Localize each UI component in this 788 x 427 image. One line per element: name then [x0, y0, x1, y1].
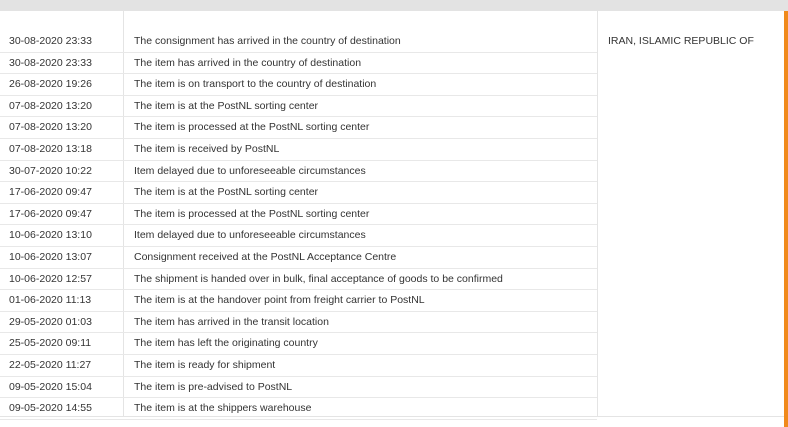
event-date: 26-08-2020 19:26 — [9, 78, 92, 91]
table-row — [0, 161, 597, 183]
event-description: The shipment is handed over in bulk, final acceptance of goods to be confirmed — [134, 272, 503, 285]
table-row — [0, 225, 597, 247]
table-row — [0, 333, 597, 355]
event-date: 30-08-2020 23:33 — [9, 56, 92, 69]
column-divider-description — [597, 11, 598, 417]
event-description: Consignment received at the PostNL Acceptance Centre — [134, 250, 397, 263]
event-description: The item has arrived in the country of destination — [134, 56, 362, 69]
table-row — [0, 53, 597, 75]
event-date: 09-05-2020 15:04 — [9, 380, 92, 393]
table-row — [0, 204, 597, 226]
table-row — [0, 247, 597, 269]
event-date: 25-05-2020 09:11 — [9, 337, 92, 350]
event-date: 10-06-2020 12:57 — [9, 272, 92, 285]
table-row — [0, 290, 597, 312]
event-description: The item is on transport to the country of destination — [134, 78, 377, 91]
table-row — [0, 96, 597, 118]
event-description: The item is processed at the PostNL sorting center — [134, 207, 370, 220]
event-description: The item has arrived in the transit location — [134, 315, 329, 328]
table-row — [0, 31, 597, 53]
event-description: The item is ready for shipment — [134, 358, 276, 371]
event-date: 30-07-2020 10:22 — [9, 164, 92, 177]
event-description: The item is at the handover point from freight carrier to PostNL — [134, 294, 425, 307]
event-date: 07-08-2020 13:20 — [9, 99, 92, 112]
event-date: 10-06-2020 13:10 — [9, 229, 92, 242]
table-row — [0, 355, 597, 377]
event-date: 07-08-2020 13:18 — [9, 142, 92, 155]
event-date: 22-05-2020 11:27 — [9, 358, 92, 371]
destination-country: IRAN, ISLAMIC REPUBLIC OF — [608, 35, 754, 47]
event-date: 30-08-2020 23:33 — [9, 35, 92, 47]
table-header-bar — [0, 0, 788, 11]
event-date: 09-05-2020 14:55 — [9, 402, 92, 415]
event-description: The item is processed at the PostNL sorting center — [134, 121, 370, 134]
event-description: The item has left the originating country — [134, 337, 318, 350]
event-date: 29-05-2020 01:03 — [9, 315, 92, 328]
event-date: 17-06-2020 09:47 — [9, 186, 92, 199]
tracking-events-table — [0, 31, 597, 420]
event-description: The item is pre-advised to PostNL — [134, 380, 293, 393]
table-row — [0, 74, 597, 96]
table-row — [0, 269, 597, 291]
event-description: The consignment has arrived in the country of destination — [134, 35, 401, 47]
event-date: 17-06-2020 09:47 — [9, 207, 92, 220]
table-bottom-border — [0, 416, 784, 417]
table-row — [0, 182, 597, 204]
event-date: 07-08-2020 13:20 — [9, 121, 92, 134]
table-row — [0, 377, 597, 399]
event-description: Item delayed due to unforeseeable circumstances — [134, 229, 366, 242]
table-row — [0, 312, 597, 334]
event-description: The item is at the shippers warehouse — [134, 402, 312, 415]
event-description: The item is at the PostNL sorting center — [134, 186, 319, 199]
event-date: 10-06-2020 13:07 — [9, 250, 92, 263]
table-row — [0, 117, 597, 139]
table-row — [0, 139, 597, 161]
event-description: The item is received by PostNL — [134, 142, 280, 155]
event-description: The item is at the PostNL sorting center — [134, 99, 319, 112]
event-description: Item delayed due to unforeseeable circumstances — [134, 164, 366, 177]
accent-edge — [784, 11, 788, 427]
event-date: 01-06-2020 11:13 — [9, 294, 92, 307]
